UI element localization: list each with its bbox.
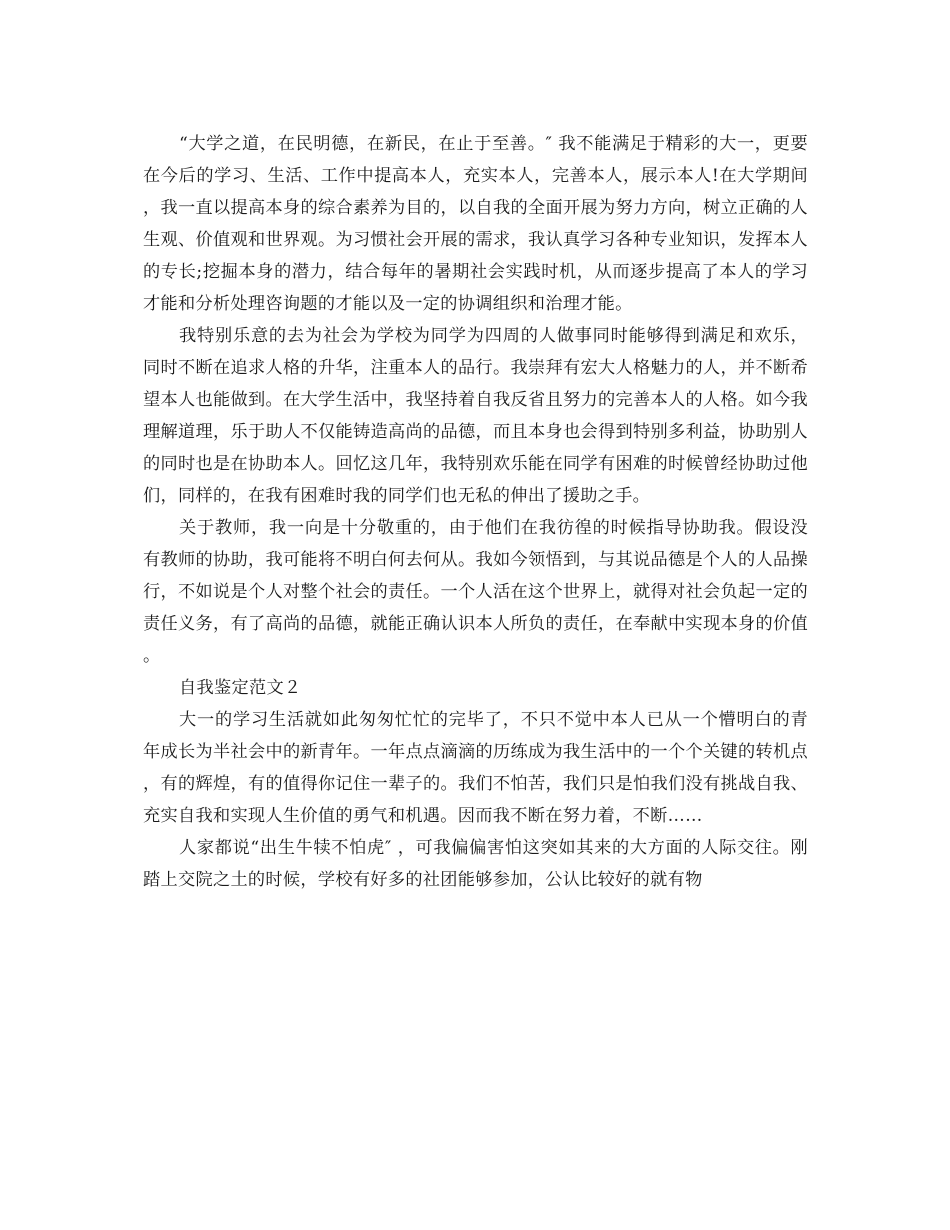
paragraph-4: 大一的学习生活就如此匆匆忙忙的完毕了，不只不觉中本人已从一个懵明白的青年成长为半社会中的新青年。一年点点滴滴的历练成为我生活中的一个个关键的转机点，有的辉煌，有的值得你记住一辈子的。我们不怕苦，我们只是怕我们没有挑战自我、充实自我和实现人生价值的勇气和机遇。因而我不断在努力着，不断……	[143, 710, 808, 826]
document-body	[143, 128, 808, 896]
paragraph-5: 人家都说“出生牛犊不怕虎″ ，可我偏偏害怕这突如其来的大方面的人际交往。刚踏上交院之土的时候，学校有好多的社团能够参加，公认比较好的就有物	[143, 838, 808, 890]
section-heading: 自我鉴定范文２	[179, 678, 302, 698]
paragraph-3: 关于教师，我一向是十分敬重的，由于他们在我彷徨的时候指导协助我。假设没有教师的协助，我可能将不明白何去何从。我如今领悟到，与其说品德是个人的人品操行，不如说是个人对整个社会的责任。一个人活在这个世界上，就得对社会负起一定的责任义务，有了高尚的品德，就能正确认识本人所负的责任，在奉献中实现本身的价值。	[143, 518, 808, 666]
paragraph-2: 我特别乐意的去为社会为学校为同学为四周的人做事同时能够得到满足和欢乐，同时不断在追求人格的升华，注重本人的品行。我崇拜有宏大人格魅力的人，并不断希望本人也能做到。在大学生活中，我坚持着自我反省且努力的完善本人的人格。如今我理解道理，乐于助人不仅能铸造高尚的品德，而且本身也会得到特别多利益，协助别人的同时也是在协助本人。回忆这几年，我特别欢乐能在同学有困难的时候曾经协助过他们，同样的，在我有困难时我的同学们也无私的伸出了援助之手。	[143, 326, 808, 506]
paragraph-1: “大学之道，在民明德，在新民，在止于至善。″ 我不能满足于精彩的大一，更要在今后的学习、生活、工作中提高本人，充实本人，完善本人，展示本人!在大学期间，我一直以提高本身的综合素养为目的，以自我的全面开展为努力方向，树立正确的人生观、价值观和世界观。为习惯社会开展的需求，我认真学习各种专业知识，发挥本人的专长;挖掘本身的潜力，结合每年的暑期社会实践时机，从而逐步提高了本人的学习才能和分析处理咨询题的才能以及一定的协调组织和治理才能。	[143, 134, 808, 314]
